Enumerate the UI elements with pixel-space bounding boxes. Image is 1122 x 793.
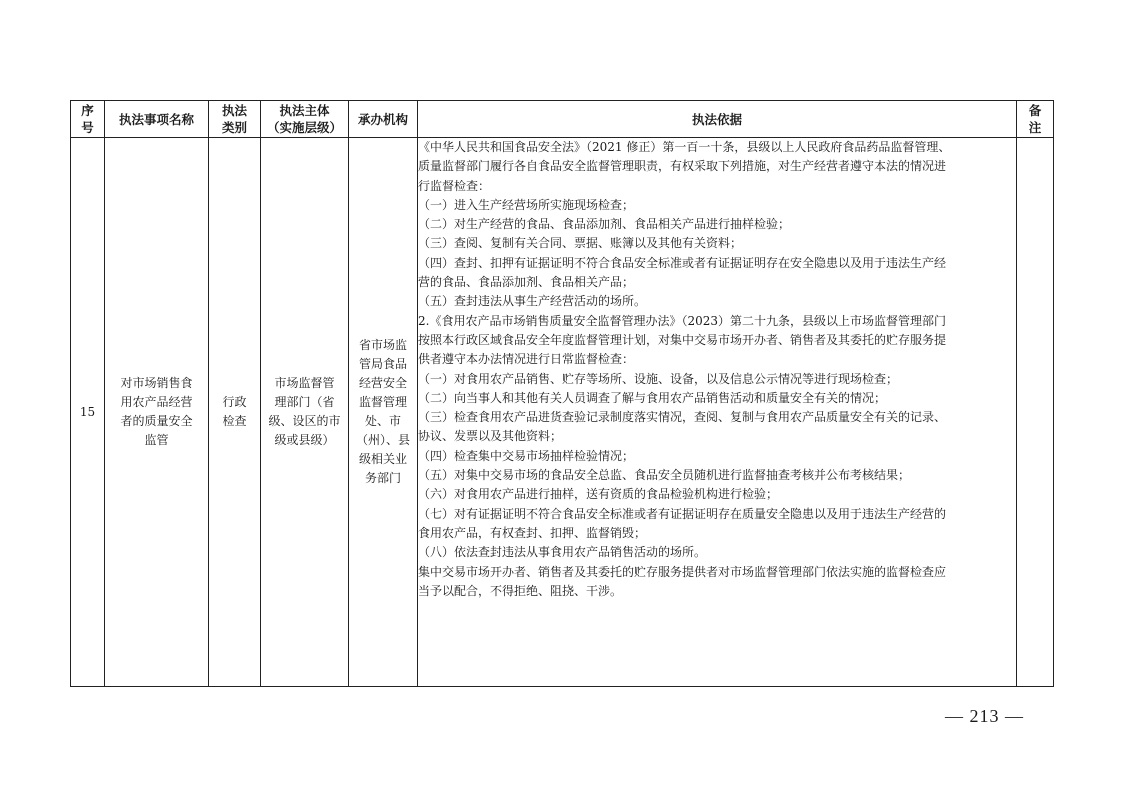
header-remarks: [1017, 101, 1054, 138]
basis-line: 供者遵守本办法情况进行日常监督检查：: [418, 352, 635, 367]
basis-line: 行监督检查：: [418, 178, 491, 193]
enforcement-table: [70, 100, 1054, 687]
cell-remarks: [1017, 138, 1054, 687]
basis-line: 协议、发票以及其他资料；: [418, 429, 563, 444]
subject-line: 级、设区的市: [268, 414, 341, 428]
basis-line: （五）对集中交易市场的食品安全总监、食品安全员随机进行监督抽查考核并公布考核结果；: [418, 468, 911, 483]
page-number: — 213 —: [945, 706, 1024, 726]
header-seq-line: 号: [81, 120, 94, 135]
cell-basis: [418, 138, 1017, 687]
basis-line: 质量监督部门履行各自食品安全监督管理职责，有权采取下列措施，对生产经营者遵守本法的情况进: [418, 159, 947, 174]
subject-line: 级或县级）: [274, 433, 335, 447]
header-remarks-line: 备: [1028, 103, 1042, 118]
basis-line: 集中交易市场开办者、销售者及其委托的贮存服务提供者对市场监督管理部门依法实施的监督检查应: [418, 564, 947, 579]
basis-line: （八）依法查封违法从事食用农产品销售活动的场所。: [418, 545, 707, 560]
agency-line: 级相关业: [358, 452, 407, 466]
basis-line: （七）对有证据证明不符合食品安全标准或者有证据证明存在质量安全隐患以及用于违法生产经营的: [418, 506, 947, 521]
basis-line: （一）对食用农产品销售、贮存等场所、设施、设备，以及信息公示情况等进行现场检查；: [418, 371, 899, 386]
basis-line: （五）查封违法从事生产经营活动的场所。: [418, 294, 647, 309]
header-agency: 承办机构: [349, 101, 418, 138]
cell-agency: [349, 138, 418, 687]
basis-line: （二）对生产经营的食品、食品添加剂、食品相关产品进行抽样检验；: [418, 217, 791, 232]
basis-line: 《中华人民共和国食品安全法》（2021 修正）第一百一十条，县级以上人民政府食品药品监督管理、: [418, 140, 951, 154]
basis-line: 营的食品、食品添加剂、食品相关产品；: [418, 275, 635, 290]
agency-line: （州）、县: [355, 433, 410, 447]
agency-line: 监督管理: [358, 395, 407, 409]
item-name-line: 对市场销售食: [120, 376, 193, 390]
header-item-name: 执法事项名称: [105, 101, 209, 138]
subject-line: 理部门（省: [274, 395, 335, 409]
agency-line: 务部门: [364, 471, 401, 485]
agency-line: 省市场监: [358, 338, 407, 352]
header-basis: 执法依据: [418, 101, 1017, 138]
agency-line: 处、市: [364, 414, 401, 428]
basis-line: 按照本行政区域食品安全年度监督管理计划，对集中交易市场开办者、销售者及其委托的贮存服务提: [418, 332, 947, 347]
basis-line: （一）进入生产经营场所实施现场检查；: [418, 197, 635, 212]
basis-line: （六）对食用农产品进行抽样，送有资质的食品检验机构进行检验；: [418, 487, 779, 502]
header-subject-line: （实施层级）: [266, 120, 342, 135]
basis-line: 当予以配合，不得拒绝、阻挠、干涉。: [418, 583, 623, 598]
basis-line: （四）检查集中交易市场抽样检验情况；: [418, 448, 635, 463]
basis-line: （三）查阅、复制有关合同、票据、账簿以及其他有关资料；: [418, 236, 743, 251]
cell-item-name: [105, 138, 209, 687]
agency-line: 经营安全: [358, 376, 407, 390]
basis-line: 2.《食用农产品市场销售质量安全监督管理办法》（2023）第二十九条，县级以上市场监督管理部门: [418, 313, 946, 328]
table-row: [71, 138, 1054, 687]
header-subject: [261, 101, 349, 138]
header-subject-line: 执法主体: [279, 103, 330, 118]
header-seq: [71, 101, 105, 138]
basis-line: （四）查封、扣押有证据证明不符合食品安全标准或者有证据证明存在安全隐患以及用于违法生产经: [418, 255, 947, 270]
header-category: [209, 101, 261, 138]
header-remarks-line: 注: [1028, 120, 1042, 135]
agency-line: 管局食品: [358, 357, 407, 371]
header-category-line: 类别: [221, 120, 247, 135]
header-seq-line: 序: [81, 103, 94, 118]
cell-category: [209, 138, 261, 687]
basis-line: （三）检查食用农产品进货查验记录制度落实情况，查阅、复制与食用农产品质量安全有关的记录、: [418, 410, 947, 425]
category-line: 行政: [222, 395, 247, 409]
item-name-line: 用农产品经营: [120, 395, 193, 409]
basis-line: （二）向当事人和其他有关人员调查了解与食用农产品销售活动和质量安全有关的情况；: [418, 390, 887, 405]
basis-line: 食用农产品，有权查封、扣押、监督销毁；: [418, 525, 647, 540]
item-name-line: 监管: [144, 433, 169, 447]
item-name-line: 者的质量安全: [120, 414, 193, 428]
category-line: 检查: [222, 414, 247, 428]
cell-subject: [261, 138, 349, 687]
header-category-line: 执法: [221, 103, 247, 118]
header-row: [71, 101, 1054, 138]
cell-seq: 15: [71, 138, 105, 687]
subject-line: 市场监督管: [274, 376, 335, 390]
